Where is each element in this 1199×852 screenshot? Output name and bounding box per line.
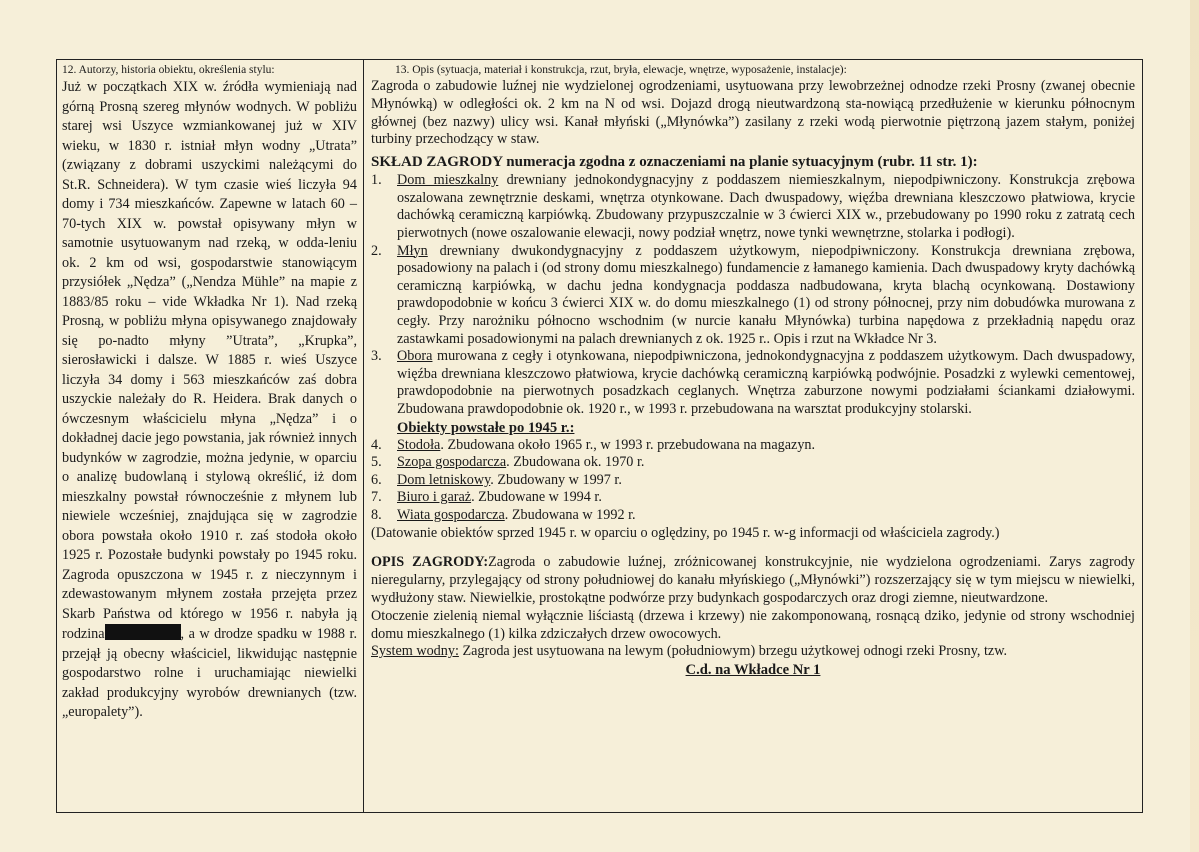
history-text — [62, 78, 357, 723]
buildings-list — [371, 172, 1135, 418]
list-item-number: 2. — [371, 242, 382, 259]
list-item-text: . Zbudowana około 1965 r., w 1993 r. przebudowana na magazyn. — [440, 436, 816, 453]
history-text-part2: , a w drodze spadku w 1988 r. przejął ją obecny właściciel, likwidując następnie gospodarstwo rolne i uruchamiając niewielki zakład produkcyjny wyrobów drewnianych (tzw. „europalety”). — [62, 626, 357, 720]
list-item-body — [397, 507, 1135, 525]
system-paragraph — [371, 643, 1135, 661]
list-item-number: 3. — [371, 348, 382, 365]
list-item-number: 5. — [371, 454, 382, 471]
description-column — [364, 60, 1142, 812]
list-item — [371, 489, 1135, 507]
list-item-name: Młyn — [397, 242, 428, 259]
list-item-name: Wiata gospodarcza — [397, 506, 505, 523]
history-header: 12. Autorzy, historia obiektu, określenia stylu: — [62, 64, 275, 76]
history-text-part1: Już w początkach XIX w. źródła wymieniają nad górną Prosną szereg młynów wodnych. W pobliżu starej wsi Uszyce wzmiankowanej już w XIV wieku, w 1830 r. istniał młyn wodny „Utrata” (związany z dobrami uszyckimi należącymi do St.R. Schneidera). W tym czasie wieś liczyła 94 domy i 734 mieszkańców. Zapewne w latach 60 – 70-tych XIX w. powstał opisywany młyn w samotnie usytuowanym nad rzeką, w odda-leniu ok. 2 km od wsi, gospodarstwie stanowiącym przysiółek „Nędza” („Nendza Mühle” na mapie z 1883/85 roku – vide Wkładka Nr 1). Nad rzeką Prosną, w pobliżu młyna opisywanego znajdowały się po-nadto młyny ”Utrata”, „Krupka”, sierosławicki i dalsze. W 1885 r. wieś Uszyce liczyła 34 domy i 563 mieszkańców zaś dobra uszyckie należały do R. Heidera. Brak danych o ówczesnym właścicielu młyna „Nędza” i o dokładnej dacie jego powstania, jak również innych budynków w zagrodzie, można jedynie, w oparciu o analizę budowlaną i stylową określić, iż dom mieszkalny powstał równocześnie z młynem lub niewiele wcześniej, znajdująca się w zagrodzie obora powstała około 1910 r. zaś stodoła około 1925 r. Pozostałe budynki powstały po 1945 roku. Zagroda opuszczona w 1945 r. z nieczynnym i zdewastowanym młynem została przejęta przez Skarb Państwa od którego w 1956 r. nabyła ją rodzina — [62, 79, 357, 642]
list-item — [371, 348, 1135, 418]
spacer — [371, 542, 1135, 554]
list-item-body — [397, 437, 1135, 455]
list-item — [371, 243, 1135, 349]
list-item-number: 4. — [371, 436, 382, 453]
list-item-number: 6. — [371, 471, 382, 488]
list-item-text: . Zbudowana ok. 1970 r. — [506, 454, 645, 471]
list-item-name: Obora — [397, 348, 433, 365]
dating-note: (Datowanie obiektów sprzed 1945 r. w oparciu o oględziny, po 1945 r. w-g informacji od właściciela zagrody.) — [371, 525, 1000, 542]
list-item-text: . Zbudowany w 1997 r. — [490, 471, 622, 488]
post-1945-subhead: Obiekty powstałe po 1945 r.: — [397, 419, 575, 436]
system-label: System wodny: — [371, 643, 459, 660]
list-item-text: murowana z cegły i otynkowana, niepodpiwniczona, jednokondygnacyjna z poddaszem użytkowym. Dach dwuspadowy, więźba drewniana kleszczowo płatwiowa, krycie dachówką ceramiczną karpiówką podwójnie. Posadzki z wylewki cementowej, prawdopodobnie na pierwotnych posadzkach ceglanych. Wnętrza zaburzone nowymi podziałami ściankami działowymi. Zbudowana prawdopodobnie ok. 1920 r., w 1993 r. przebudowana na warsztat produkcyjny stolarski. — [397, 348, 1135, 417]
list-item-number: 7. — [371, 489, 382, 506]
list-item-text: drewniany dwukondygnacyjny z poddaszem użytkowym, niepodpiwniczony. Konstrukcja drewniana zrębowa, posadowiony na palach i (od strony domu mieszkalnego) fundamencie z łamanego kamienia. Dach dwuspadowy kryty dachówką ceramiczną karpiówką, w dachu jedna kondygnacja poddasza nadbudowana, kryta blachą ocynkowaną. Dostawiony prawdopodobnie w końcu 3 ćwierci XIX w. do domu mieszkalnego (1) od strony północnej, przy nim dobudówka murowana z cegły. Przy narożniku północno wschodnim (w nurcie kanału Młynówka) turbina napędowa z przekładnią napędu oraz zastawkami posadowionymi na palach drewnianych z ok. 1925 r.. Opis i rzut na Wkładce Nr 3. — [397, 242, 1135, 347]
opis-paragraph — [371, 554, 1135, 607]
list-item — [371, 507, 1135, 525]
composition-title: SKŁAD ZAGRODY numeracja zgodna z oznaczeniami na planie sytuacyjnym (rubr. 11 str. 1): — [371, 154, 978, 171]
continuation-note: C.d. na Wkładce Nr 1 — [685, 662, 821, 679]
system-text: Zagroda jest usytuowana na lewym (południowym) brzegu użytkowej odnogi rzeki Prosny, tzw. — [458, 643, 1008, 660]
list-item — [371, 454, 1135, 472]
list-item-number: 8. — [371, 506, 382, 523]
history-column — [57, 60, 364, 812]
list-item-name: Szopa gospodarcza — [397, 454, 507, 471]
list-item-name: Dom letniskowy — [397, 471, 491, 488]
list-item-name: Biuro i garaż — [397, 489, 472, 506]
opis-label: OPIS ZAGRODY: — [371, 554, 489, 571]
otoczenie-paragraph: Otoczenie zielenią niemal wyłącznie liściastą (drzewa i krzewy) nie zakomponowaną, rosnącą dziko, jedynie od strony wschodniej domu mieszkalnego (1) kilka zdziczałych drzew owocowych. — [371, 607, 1135, 642]
list-item-number: 1. — [371, 172, 382, 189]
list-item-body — [397, 454, 1135, 472]
list-item-body — [397, 243, 1135, 349]
list-item-body — [397, 172, 1135, 242]
form-frame — [56, 59, 1143, 813]
list-item-text: . Zbudowana w 1992 r. — [504, 506, 636, 523]
description-header: 13. Opis (sytuacja, materiał i konstrukcja, rzut, bryła, elewacje, wnętrze, wyposażenie, instalacje): — [395, 64, 847, 76]
intro-paragraph: Zagroda o zabudowie luźnej nie wydzielonej ogrodzeniami, usytuowana przy lewobrzeżnej odnodze rzeki Prosny (zwanej obecnie Młynówką) w odległości ok. 2 km na N od wsi. Dojazd drogą nieutwardzoną sta-nowiącą przedłużenie w kierunku północnym głównej (bez nazwy) ulicy wsi. Kanał młyński („Młynówka”) zasilany z rzeki wodą pierwotnie piętrzoną jazem stałym, poniżej turbiny przechodzący w staw. — [371, 78, 1135, 148]
list-item — [371, 172, 1135, 242]
list-item-body — [397, 489, 1135, 507]
list-item — [371, 472, 1135, 490]
list-item-body — [397, 348, 1135, 418]
post-1945-list — [371, 437, 1135, 525]
list-item-name: Dom mieszkalny — [397, 172, 499, 189]
list-item-text: drewniany jednokondygnacyjny z poddaszem niemieszkalnym, niepodpiwniczony. Konstrukcja zrębowa oszalowana zewnętrznie deskami, wnętrza otynkowane. Dach dwuspadowy, więźba drewniana kleszczowo płatwiowa, krycie dachówką ceramiczną karpiówką. Zbudowany przypuszczalnie w 3 ćwierci XIX w., przebudowany po 1990 roku z zatratą cech pierwotnych (nowe oszalowanie elewacji, nowy podział wnętrz, nowe tynki wewnętrzne, stolarka i podłogi). — [397, 172, 1135, 241]
list-item-body — [397, 472, 1135, 490]
list-item-name: Stodoła — [397, 436, 441, 453]
list-item-text: . Zbudowane w 1994 r. — [471, 489, 602, 506]
list-item — [371, 437, 1135, 455]
redaction-block — [105, 624, 181, 640]
opis-text: Zagroda o zabudowie luźnej, zróżnicowanej konstrukcyjnie, nie wydzielona ogrodzeniami. Zarys zagrody nieregularny, przylegający od strony południowej do kanału młyńskiego („Młynówki”) rozszerzający się w tym miejscu w niewielki, wydłużony staw. Niewielkie, prostokątne podwórze przy budynkach gospodarczych oraz drogi ziemne, nieutwardzone. — [371, 554, 1135, 607]
